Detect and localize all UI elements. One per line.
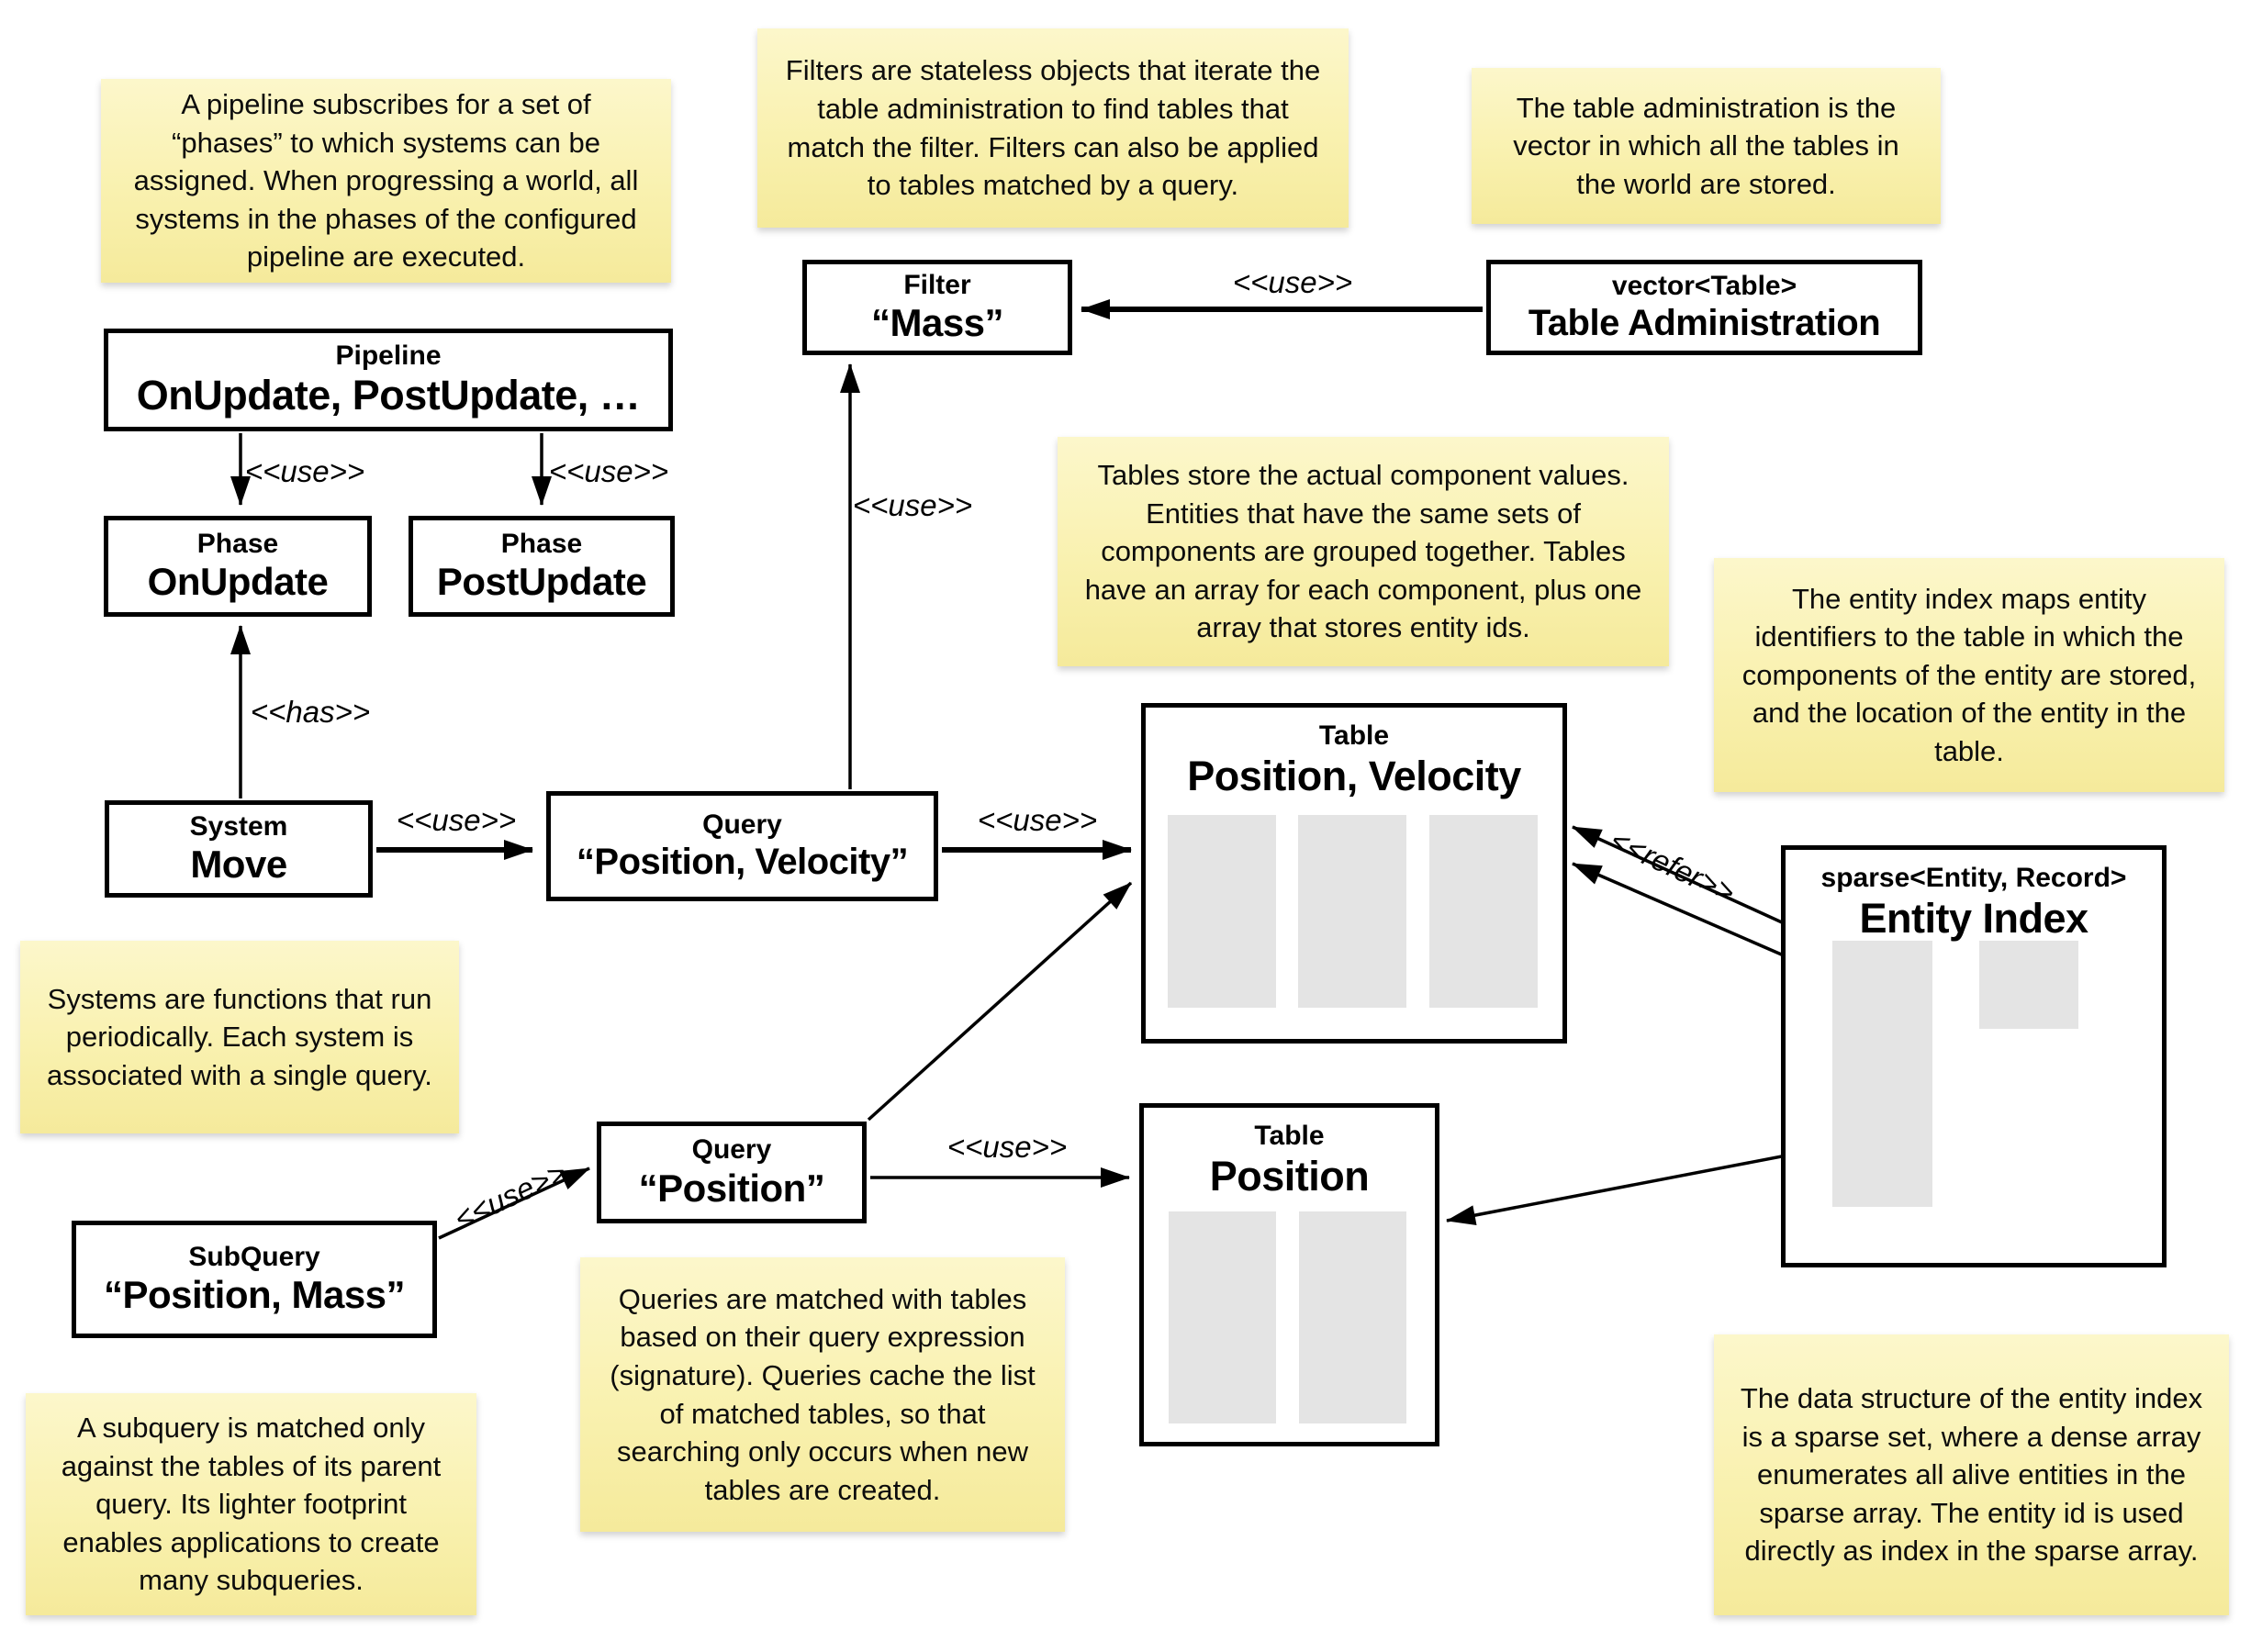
box-table-administration-name: Table Administration xyxy=(1528,303,1881,344)
box-query-position-name: “Position” xyxy=(638,1166,825,1210)
box-table-position-stereotype: Table xyxy=(1254,1121,1325,1151)
box-query-position-velocity-stereotype: Query xyxy=(702,809,782,840)
box-entity-index xyxy=(1781,845,2167,1267)
component-array xyxy=(1429,815,1538,1008)
box-pipeline-stereotype: Pipeline xyxy=(335,340,442,371)
box-phase-onupdate-name: OnUpdate xyxy=(147,560,329,604)
box-filter-mass-name: “Mass” xyxy=(870,301,1004,345)
note-queries: Queries are matched with tables based on their query expression (signature). Queries cache the list of matched tables, so that searching only occurs when new tables are created. xyxy=(580,1257,1065,1532)
box-pipeline-name: OnUpdate, PostUpdate, … xyxy=(136,372,641,419)
component-array xyxy=(1168,815,1276,1008)
box-query-position-velocity xyxy=(546,791,938,901)
note-tables: Tables store the actual component values. Entities that have the same sets of components are grouped together. Tables have an array for each component, plus one array that stores entity ids. xyxy=(1058,437,1669,666)
note-subquery: A subquery is matched only against the tables of its parent query. Its lighter footprint enables applications to create many subqueries. xyxy=(26,1393,476,1615)
box-phase-postupdate xyxy=(409,516,675,617)
note-systems: Systems are functions that run periodically. Each system is associated with a single query. xyxy=(20,941,459,1133)
edge-label-use-query-tablepv: <<use>> xyxy=(977,803,1098,837)
note-pipeline: A pipeline subscribes for a set of “phases” to which systems can be assigned. When progressing a world, all systems in the phases of the configured pipeline are executed. xyxy=(101,79,671,283)
note-entity-index: The entity index maps entity identifiers to the table in which the components of the entity are stored, and the location of the entity in the table. xyxy=(1714,558,2224,792)
box-table-position-velocity-stereotype: Table xyxy=(1318,720,1390,751)
edge-label-use-pipeline-onupdate: <<use>> xyxy=(244,454,365,488)
box-phase-postupdate-name: PostUpdate xyxy=(436,560,647,604)
box-query-position xyxy=(597,1122,867,1223)
box-table-position xyxy=(1139,1103,1439,1446)
component-array xyxy=(1299,1211,1406,1423)
box-table-position-name: Position xyxy=(1209,1152,1370,1200)
note-sparse-set: The data structure of the entity index is a sparse set, where a dense array enumerates all alive entities in the sparse array. The entity id is used directly as index in the sparse array. xyxy=(1714,1334,2229,1615)
box-table-position-velocity-name: Position, Velocity xyxy=(1187,752,1521,799)
edge-label-refer: <<refer>> xyxy=(1605,822,1741,910)
dense-array xyxy=(1979,941,2078,1029)
box-subquery xyxy=(72,1221,437,1338)
note-table-administration: The table administration is the vector in which all the tables in the world are stored. xyxy=(1472,68,1941,224)
edge-label-use-subquery: <<use>> xyxy=(448,1155,572,1236)
box-filter-mass-stereotype: Filter xyxy=(903,269,971,300)
box-phase-onupdate-stereotype: Phase xyxy=(196,528,279,559)
box-query-position-stereotype: Query xyxy=(691,1134,772,1166)
box-table-administration-stereotype: vector<Table> xyxy=(1611,270,1797,301)
arrow-querypos-to-tablepv xyxy=(868,883,1131,1120)
box-table-position-velocity xyxy=(1141,703,1567,1044)
box-entity-index-name: Entity Index xyxy=(1859,894,2088,942)
edge-label-use-system-query: <<use>> xyxy=(396,803,517,837)
box-subquery-stereotype: SubQuery xyxy=(188,1241,320,1272)
component-array xyxy=(1298,815,1406,1008)
arrow-entityindex-to-tablepos xyxy=(1447,1146,1834,1221)
box-pipeline xyxy=(104,329,673,431)
box-filter-mass xyxy=(802,260,1072,355)
box-subquery-name: “Position, Mass” xyxy=(103,1273,406,1317)
box-system-move xyxy=(105,800,373,898)
edge-label-has: <<has>> xyxy=(250,695,371,729)
edge-label-use-admin-filter: <<use>> xyxy=(1232,265,1353,299)
box-phase-postupdate-stereotype: Phase xyxy=(500,528,583,559)
box-phase-onupdate xyxy=(104,516,372,617)
box-table-administration xyxy=(1486,260,1922,355)
sparse-array xyxy=(1832,941,1932,1207)
edge-label-use-pipeline-postupdate: <<use>> xyxy=(548,454,669,488)
edge-label-use-query-tablepos: <<use>> xyxy=(946,1130,1068,1164)
box-entity-index-stereotype: sparse<Entity, Record> xyxy=(1820,863,2127,893)
box-query-position-velocity-name: “Position, Velocity” xyxy=(576,842,909,883)
note-filters: Filters are stateless objects that iterate the table administration to find tables that match the filter. Filters can also be applied to tables matched by a query. xyxy=(757,28,1349,228)
box-system-move-stereotype: System xyxy=(189,810,288,842)
component-array xyxy=(1169,1211,1276,1423)
edge-label-use-query-filter: <<use>> xyxy=(852,488,973,522)
box-system-move-name: Move xyxy=(190,843,287,887)
